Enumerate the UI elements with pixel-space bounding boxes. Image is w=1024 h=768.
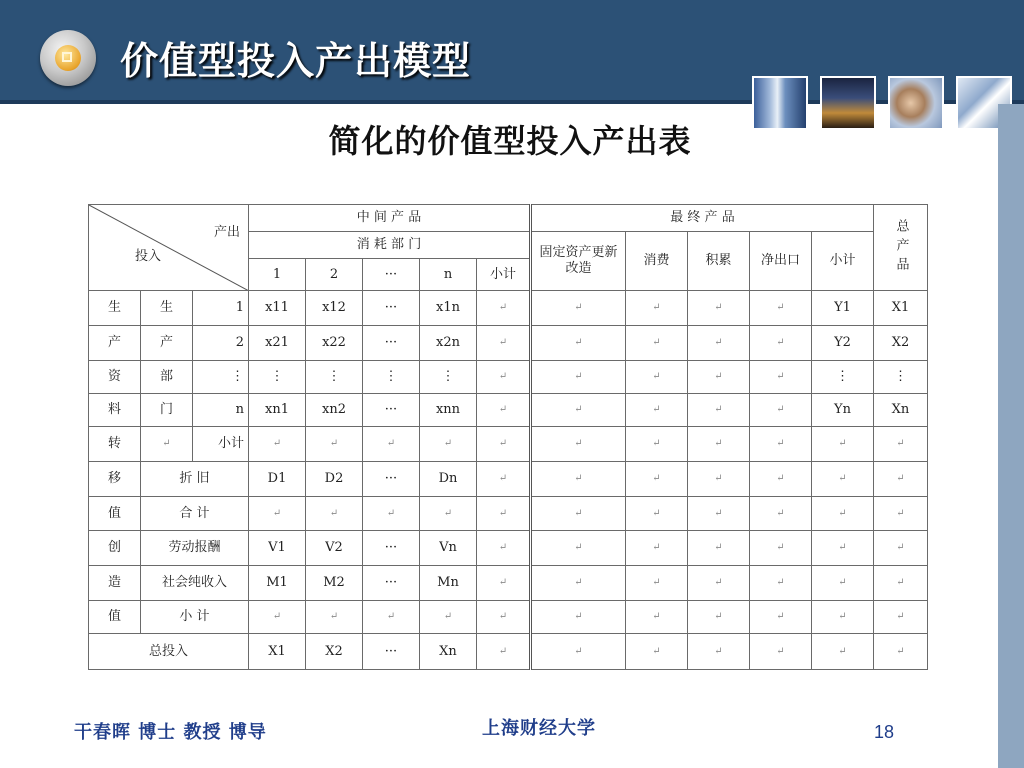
- slide-title: 价值型投入产出模型: [120, 39, 472, 83]
- cell-mark: ↵: [874, 566, 928, 601]
- cell: ···: [363, 566, 420, 601]
- cell-mark: ↵: [812, 462, 874, 497]
- cell-mark: ↵: [531, 326, 626, 361]
- row-label: 合 计: [141, 497, 249, 531]
- cell-mark: ↵: [477, 291, 531, 326]
- cell: ···: [363, 634, 420, 670]
- cell: ···: [363, 462, 420, 497]
- cell: ⋮: [306, 361, 363, 394]
- cell: X2: [874, 326, 928, 361]
- cell: Dn: [420, 462, 477, 497]
- col-accumulation: 积累: [688, 232, 750, 291]
- cell: V1: [249, 531, 306, 566]
- cell-mark: ↵: [531, 291, 626, 326]
- cell-mark: ↵: [306, 601, 363, 634]
- right-accent-bar: [998, 104, 1024, 768]
- cell-mark: ↵: [626, 394, 688, 427]
- table-title: 简化的价值型投入产出表: [328, 122, 692, 160]
- cell-mark: ↵: [626, 361, 688, 394]
- intermediate-product-header: 中 间 产 品: [249, 205, 531, 232]
- cell: X1: [874, 291, 928, 326]
- corner-input-label: 投入: [135, 249, 162, 264]
- cell: ···: [363, 394, 420, 427]
- cell: xnn: [420, 394, 477, 427]
- table-row: [89, 326, 928, 361]
- cell: x12: [306, 291, 363, 326]
- cell-mark: ↵: [477, 601, 531, 634]
- group-label: 产: [89, 326, 141, 361]
- cell-mark: ↵: [531, 531, 626, 566]
- row-label: 小 计: [141, 601, 249, 634]
- cell-mark: ↵: [812, 566, 874, 601]
- table-row: [89, 427, 928, 462]
- cell: x2n: [420, 326, 477, 361]
- cell-mark: ↵: [750, 531, 812, 566]
- cell: x1n: [420, 291, 477, 326]
- group-label: 资: [89, 361, 141, 394]
- cell-mark: ↵: [306, 497, 363, 531]
- col-net-export: 净出口: [750, 232, 812, 291]
- table-row: [89, 291, 928, 326]
- cell: D1: [249, 462, 306, 497]
- cell-mark: ↵: [626, 497, 688, 531]
- cell-mark: ↵: [688, 326, 750, 361]
- row-index: 1: [193, 291, 249, 326]
- sector-label: 产: [141, 326, 193, 361]
- cell-mark: ↵: [531, 427, 626, 462]
- cell-mark: ↵: [477, 361, 531, 394]
- final-product-header: 最 终 产 品: [531, 205, 874, 232]
- cell-mark: ↵: [477, 326, 531, 361]
- cell-mark: ↵: [688, 497, 750, 531]
- cell: xn2: [306, 394, 363, 427]
- table-row: [89, 634, 928, 670]
- cell-mark: ↵: [688, 531, 750, 566]
- cell: ⋮: [420, 361, 477, 394]
- col-1: 1: [249, 259, 306, 291]
- cell: M2: [306, 566, 363, 601]
- table-corner: [89, 205, 249, 291]
- cell-mark: ↵: [420, 497, 477, 531]
- logo-center: [55, 45, 81, 71]
- group-label: 转: [89, 427, 141, 462]
- cell-mark: ↵: [531, 634, 626, 670]
- cell-mark: ↵: [626, 531, 688, 566]
- cell: x11: [249, 291, 306, 326]
- cell-mark: ↵: [874, 497, 928, 531]
- cell-mark: ↵: [812, 531, 874, 566]
- consumption-sector-header: 消 耗 部 门: [249, 232, 531, 259]
- cell-mark: ↵: [688, 427, 750, 462]
- cell-mark: ↵: [812, 497, 874, 531]
- cell-mark: ↵: [688, 361, 750, 394]
- cell-mark: ↵: [750, 462, 812, 497]
- row-label: 小计: [193, 427, 249, 462]
- cell-mark: ↵: [477, 427, 531, 462]
- cell-mark: ↵: [531, 394, 626, 427]
- cell-mark: ↵: [874, 531, 928, 566]
- col-n: n: [420, 259, 477, 291]
- group-label: 值: [89, 601, 141, 634]
- cell: ⋮: [249, 361, 306, 394]
- row-index: n: [193, 394, 249, 427]
- cell-mark: ↵: [249, 601, 306, 634]
- cell-mark: ↵: [626, 326, 688, 361]
- cell: Y2: [812, 326, 874, 361]
- cell-mark: ↵: [626, 634, 688, 670]
- cell-mark: ↵: [812, 427, 874, 462]
- table-row: [89, 462, 928, 497]
- cell: X2: [306, 634, 363, 670]
- cell-mark: ↵: [477, 462, 531, 497]
- footer-author: 干春晖 博士 教授 博导: [74, 722, 267, 743]
- cell-mark: ↵: [750, 291, 812, 326]
- col-2: 2: [306, 259, 363, 291]
- cell-mark: ↵: [626, 566, 688, 601]
- cell-mark: ↵: [874, 427, 928, 462]
- cell-mark: ↵: [874, 462, 928, 497]
- cell: Xn: [420, 634, 477, 670]
- cell-mark: ↵: [688, 291, 750, 326]
- page-number: 18: [874, 722, 895, 742]
- cell-mark: ↵: [477, 634, 531, 670]
- cell-mark: ↵: [812, 601, 874, 634]
- table-row: [89, 566, 928, 601]
- cell-mark: ↵: [626, 462, 688, 497]
- row-label: 总投入: [89, 634, 249, 670]
- table-row: [89, 601, 928, 634]
- cell-mark: ↵: [363, 497, 420, 531]
- cell: M1: [249, 566, 306, 601]
- cell-mark: ↵: [531, 361, 626, 394]
- cell-mark: ↵: [477, 531, 531, 566]
- cell: X1: [249, 634, 306, 670]
- corner-diagonal: [89, 205, 249, 291]
- group-label: 值: [89, 497, 141, 531]
- cell: Vn: [420, 531, 477, 566]
- sector-label: 生: [141, 291, 193, 326]
- cell-mark: ↵: [477, 566, 531, 601]
- cell-mark: ↵: [688, 634, 750, 670]
- cell-mark: ↵: [531, 462, 626, 497]
- cell-mark: ↵: [874, 634, 928, 670]
- cell-mark: ↵: [363, 601, 420, 634]
- cell-mark: ↵: [531, 497, 626, 531]
- cell: Yn: [812, 394, 874, 427]
- cell-mark: ↵: [249, 497, 306, 531]
- cell: ⋮: [874, 361, 928, 394]
- group-label: 移: [89, 462, 141, 497]
- col-fixed-asset: 固定资产更新改造: [531, 232, 626, 291]
- cell: x21: [249, 326, 306, 361]
- group-label: 生: [89, 291, 141, 326]
- cell-mark: ↵: [531, 566, 626, 601]
- logo-square-icon: [62, 52, 72, 62]
- cell-mark: ↵: [477, 394, 531, 427]
- cell-mark: ↵: [688, 601, 750, 634]
- phone-call-photo: [888, 76, 944, 130]
- cell-mark: ↵: [420, 427, 477, 462]
- cell: ···: [363, 531, 420, 566]
- cell: ···: [363, 291, 420, 326]
- cell-mark: ↵: [812, 634, 874, 670]
- cell-mark: ↵: [531, 601, 626, 634]
- cell-mark: ↵: [874, 601, 928, 634]
- cell: V2: [306, 531, 363, 566]
- cell: Xn: [874, 394, 928, 427]
- col-consumption: 消费: [626, 232, 688, 291]
- group-label: 创: [89, 531, 141, 566]
- cell-mark: ↵: [750, 394, 812, 427]
- cell-mark: ↵: [141, 427, 193, 462]
- cell-mark: ↵: [750, 326, 812, 361]
- cell: D2: [306, 462, 363, 497]
- cell: Mn: [420, 566, 477, 601]
- input-output-table: [88, 204, 928, 670]
- cell-mark: ↵: [750, 427, 812, 462]
- row-label: 劳动报酬: [141, 531, 249, 566]
- logo-icon: [40, 30, 96, 86]
- group-label: 料: [89, 394, 141, 427]
- cell-mark: ↵: [249, 427, 306, 462]
- row-index: ⋮: [193, 361, 249, 394]
- cell-mark: ↵: [626, 427, 688, 462]
- table-row: [89, 394, 928, 427]
- cell: xn1: [249, 394, 306, 427]
- footer-university: 上海财经大学: [482, 718, 596, 739]
- cell: ···: [363, 326, 420, 361]
- cell-mark: ↵: [477, 497, 531, 531]
- cell: ⋮: [812, 361, 874, 394]
- row-label: 折 旧: [141, 462, 249, 497]
- row-label: 社会纯收入: [141, 566, 249, 601]
- table-row: [89, 361, 928, 394]
- cell: Y1: [812, 291, 874, 326]
- cell-mark: ↵: [626, 291, 688, 326]
- cell-mark: ↵: [363, 427, 420, 462]
- col-final-subtotal: 小计: [812, 232, 874, 291]
- total-output-header: 总产品: [874, 205, 928, 291]
- col-subtotal: 小计: [477, 259, 531, 291]
- cell-mark: ↵: [688, 462, 750, 497]
- cell-mark: ↵: [688, 394, 750, 427]
- cell-mark: ↵: [750, 497, 812, 531]
- cell-mark: ↵: [750, 634, 812, 670]
- col-dots: ···: [363, 259, 420, 291]
- row-index: 2: [193, 326, 249, 361]
- cell-mark: ↵: [306, 427, 363, 462]
- corner-output-label: 产出: [213, 225, 240, 240]
- cell: ⋮: [363, 361, 420, 394]
- sector-label: 部: [141, 361, 193, 394]
- city-night-photo: [820, 76, 876, 130]
- cell-mark: ↵: [688, 566, 750, 601]
- table-row: [89, 497, 928, 531]
- group-label: 造: [89, 566, 141, 601]
- table-row: [89, 531, 928, 566]
- cell: x22: [306, 326, 363, 361]
- cell-mark: ↵: [750, 566, 812, 601]
- cell-mark: ↵: [420, 601, 477, 634]
- sector-label: 门: [141, 394, 193, 427]
- cell-mark: ↵: [626, 601, 688, 634]
- cell-mark: ↵: [750, 361, 812, 394]
- cell-mark: ↵: [750, 601, 812, 634]
